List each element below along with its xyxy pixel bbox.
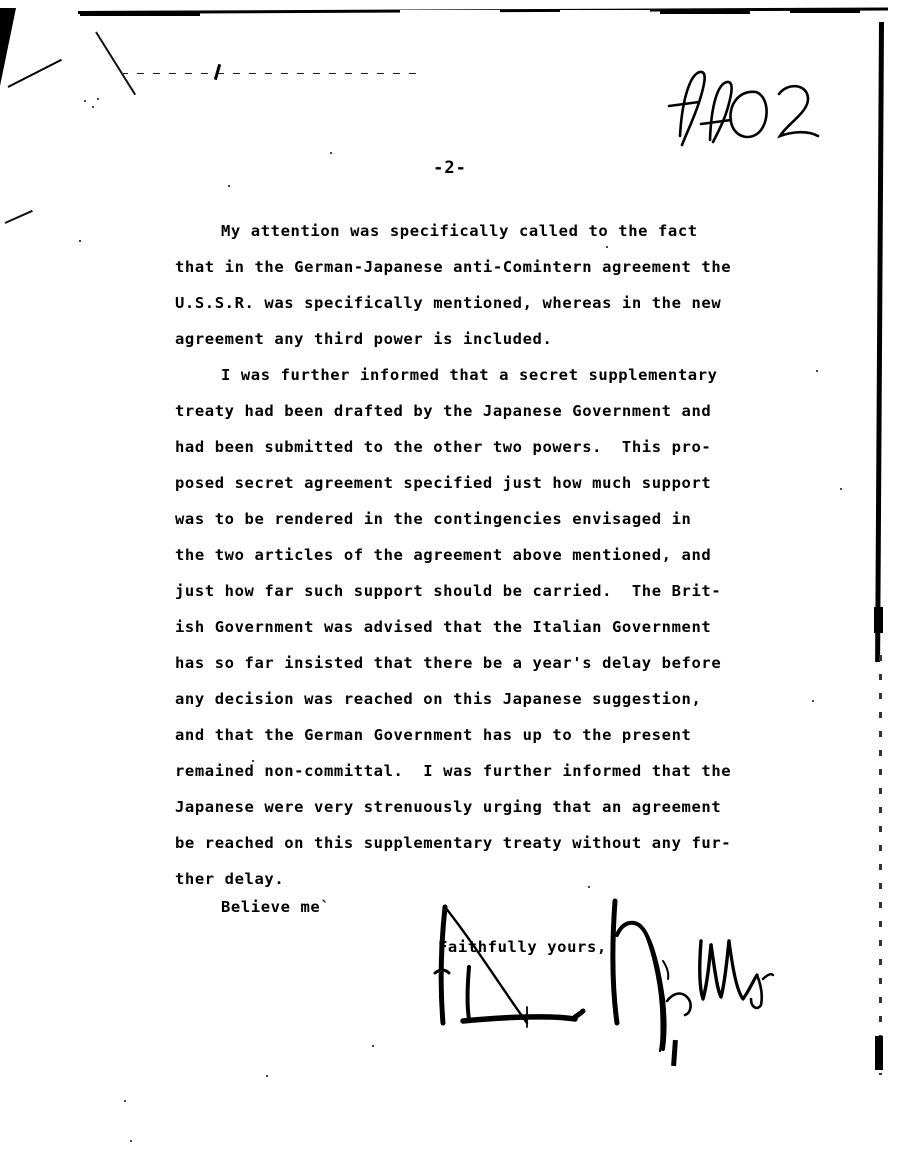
body-line: agreement any third power is included. [175, 330, 553, 348]
body-line: was to be rendered in the contingencies envisaged in [175, 510, 692, 528]
body-line: Japanese were very strenuously urging that an agreement [175, 798, 722, 816]
page-edge-right-faint [879, 655, 882, 1075]
scan-speck [79, 240, 81, 242]
body-line: be reached on this supplementary treaty without any fur- [175, 834, 732, 852]
scan-artifact-dashed-line [121, 73, 421, 74]
body-line: any decision was reached on this Japanese suggestion, [175, 690, 702, 708]
scan-speck [330, 152, 332, 154]
scan-speck [840, 488, 842, 490]
scan-speck [130, 1140, 132, 1142]
page-number: -2- [433, 158, 467, 178]
page-edge-top-thick [80, 11, 200, 16]
scan-speck [84, 100, 86, 102]
signoff-line: Faithfully yours, [438, 938, 607, 956]
body-line: had been submitted to the other two powers. This pro- [175, 438, 712, 456]
scan-speck [124, 1100, 126, 1102]
page-edge-top-gap [400, 10, 500, 15]
body-line: My attention was specifically called to the fact [221, 222, 698, 240]
page-edge-right-blot-2 [875, 1036, 883, 1070]
body-line: just how far such support should be carried. The Brit- [175, 582, 722, 600]
handwritten-folio-mark [655, 52, 835, 162]
scan-speck [97, 98, 99, 100]
page-edge-top-segment [660, 10, 750, 14]
scan-speck [372, 1045, 374, 1047]
page-edge-right-blot [874, 607, 883, 633]
body-line: treaty had been drafted by the Japanese Government and [175, 402, 712, 420]
letter-body [175, 213, 815, 897]
scan-speck [816, 370, 818, 372]
body-line: remained non-committal. I was further informed that the [175, 762, 732, 780]
handwritten-signature [415, 895, 815, 1080]
scan-artifact-diagonal-left [5, 210, 33, 224]
body-line: I was further informed that a secret supplementary [221, 366, 718, 384]
scan-speck [92, 106, 94, 108]
body-line: U.S.S.R. was specifically mentioned, whereas in the new [175, 294, 722, 312]
body-line: ish Government was advised that the Italian Government [175, 618, 712, 636]
body-line: posed secret agreement specified just how much support [175, 474, 712, 492]
scan-artifact-diagonal [95, 31, 136, 95]
body-line: and that the German Government has up to the present [175, 726, 692, 744]
scan-artifact-tick [214, 64, 221, 80]
body-line: has so far insisted that there be a year's delay before [175, 654, 722, 672]
body-line: that in the German-Japanese anti-Comintern agreement the [175, 258, 732, 276]
page-edge-top-gap-2 [560, 10, 650, 15]
page-edge-top-segment-2 [790, 8, 860, 13]
valediction: Believe me` [221, 898, 331, 916]
body-line: ther delay. [175, 870, 285, 888]
page-edge-right-line [875, 22, 884, 662]
body-line: the two articles of the agreement above mentioned, and [175, 546, 712, 564]
scan-speck [266, 1075, 268, 1077]
scan-speck [228, 185, 230, 187]
page-corner-fold-left [0, 8, 16, 86]
